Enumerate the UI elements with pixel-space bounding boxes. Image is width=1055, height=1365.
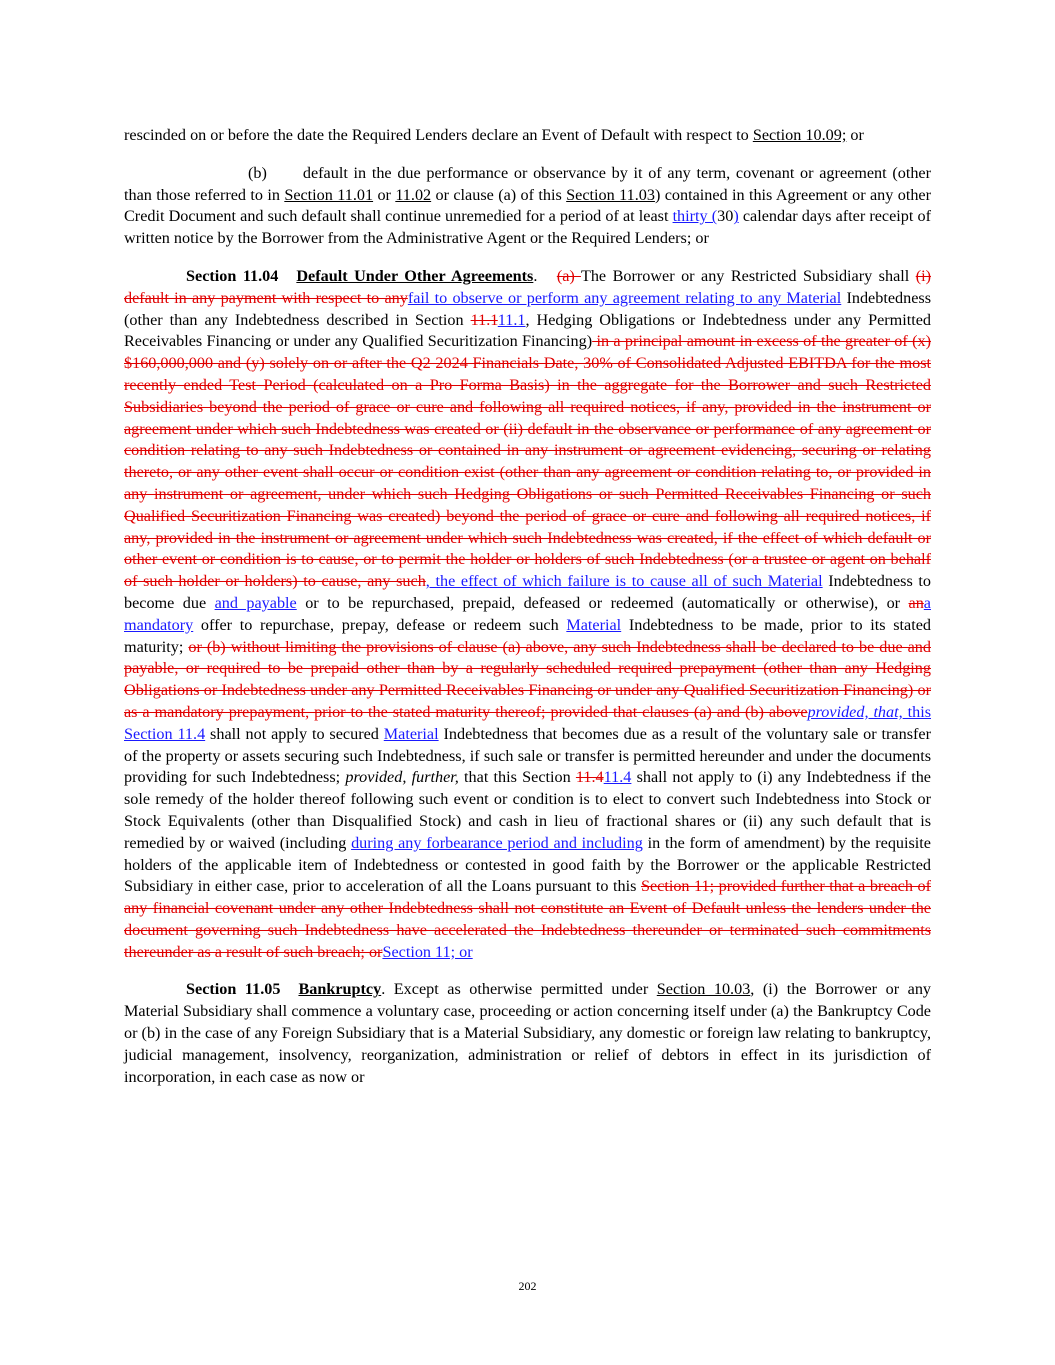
text: Except as otherwise permitted under [385, 980, 657, 999]
text: or clause (a) of this [431, 185, 567, 204]
deleted-text: (i) default in any payment with respect to any [124, 266, 931, 307]
text: 30 [717, 207, 734, 226]
inserted-text: 11.1 [497, 310, 526, 329]
deleted-text: that clauses (a) and (b) above [608, 702, 808, 721]
text: calendar days after receipt of written notice by the Borrower from the Administrative Agent or the Required Lenders; or [124, 207, 932, 248]
text: rescinded on or before the date the Required Lenders declare an Event of Default with respect to [124, 126, 753, 144]
inserted-text: Material [383, 724, 439, 743]
text: shall not apply to secured [205, 724, 384, 743]
inserted-text: Section 11; or [382, 942, 473, 961]
text: Indebtedness to be made, prior to its stated maturity; [124, 615, 931, 656]
text: The Borrower or any Restricted Subsidiary shall [580, 266, 916, 285]
deleted-text: 11.4 [575, 768, 604, 787]
text: Indebtedness (other than any Indebtedness described in Section [124, 288, 931, 329]
section-heading: Bankruptcy [298, 980, 382, 999]
inserted-text: fail to observe or perform any agreement relating to any Material [407, 288, 842, 307]
deleted-text: an [908, 593, 924, 612]
text: Indebtedness that becomes due as a result of the voluntary sale or transfer of the property or assets securing such Indebtedness, if such sale or transfer is permitted hereunder and under the documents providing for such Indebtedness; [124, 724, 931, 787]
page-number: 202 [518, 1279, 537, 1293]
inserted-text: Material [566, 615, 622, 634]
section-11-05 [124, 979, 931, 1088]
text: shall not apply to (i) any Indebtedness if the sole remedy of the holder thereof following such event or condition is to elect to convert such Indebtedness into Stock or Stock Equivalents (other than Disqualified Stock) and cash in lieu of fractional shares or (ii) any such default that is remedied by or waived (including [124, 768, 931, 852]
deleted-text: Section 11; provided further [640, 877, 825, 896]
deleted-text: (a) [556, 266, 581, 285]
section-number: Section 11.05 [186, 980, 281, 999]
inserted-text: ) [733, 207, 739, 226]
deleted-text: that a breach of any financial covenant under any other Indebtedness shall not constitute an Event of Default unless the lenders under the document governing such Indebtedness have accelerated the Indebtedness thereunder or terminated such commitments thereunder as a result of such breach; or [124, 877, 931, 961]
document-page [124, 125, 931, 1104]
section-reference: Section 11.03 [566, 185, 655, 204]
section-reference: Section 10.09; [752, 126, 847, 144]
inserted-text: during any forbearance period and including [351, 833, 643, 852]
paragraph-continuation [124, 125, 931, 147]
text: or to be repurchased, prepaid, defeased or redeemed (automatically or otherwise), or [296, 593, 909, 612]
text: ) contained in this Agreement or any other Credit Document and such default shall continue unremedied for a period of at least [124, 185, 931, 226]
text: , (i) the Borrower or any Material Subsidiary shall commence a voluntary case, proceeding or action concerning itself under (a) the Bankruptcy Code or (b) in the case of any Foreign Subsidiary that is a Material Subsidiary, any domestic or foreign law relating to bankruptcy, judicial management, insolvency, reorganization, administration or relief of debtors in effect in its jurisdiction of incorporation, in each case as now or [124, 980, 932, 1086]
text: offer to repurchase, prepay, defease or redeem such [193, 615, 567, 634]
text: . [533, 266, 538, 285]
text: , Hedging Obligations or Indebtedness under any Permitted Receivables Financing or under any Qualified Securitization Financing) [124, 310, 932, 351]
text: that this Section [458, 768, 576, 787]
clause-label: (b) [248, 163, 267, 182]
inserted-text: thirty ( [672, 207, 718, 226]
section-reference: 11.02 [395, 185, 432, 204]
deleted-text: or (b) without limiting the provisions of clause (a) above, any such Indebtedness shall be declared to be due and payable, or required to be prepaid other than by a regularly scheduled required prepayment (other than any Hedging Obligations or Indebtedness under any Permitted Receivables Financing or under any Qualified Securitization Financing) or as a mandatory prepayment, prior to the stated maturity thereof; [124, 637, 931, 721]
inserted-text: provided, that, [807, 702, 903, 721]
italic-text: provided, further, [345, 768, 459, 787]
section-reference: Section 10.03 [656, 980, 751, 999]
section-number: Section 11.04 [186, 266, 279, 285]
section-heading: Default Under Other Agreements [296, 266, 534, 285]
section-11-04 [124, 266, 931, 964]
inserted-text: a mandatory [124, 593, 931, 634]
deleted-text: 11.1 [470, 310, 498, 329]
deleted-text: provided [550, 702, 609, 721]
text: Indebtedness to become due [124, 572, 932, 612]
text: default in the due performance or observance by it of any term, covenant or agreement (other than those referred to in [124, 163, 931, 204]
inserted-text: , the effect of which failure is to cause all of such Material [425, 572, 823, 591]
text: . [381, 980, 386, 999]
text: or [846, 126, 864, 144]
paragraph-clause-b [124, 163, 931, 250]
text: in the form of amendment) by the requisite holders of the applicable item of Indebtedness or contested in good faith by the Borrower or the applicable Restricted Subsidiary in either case, prior to acceleration of all the Loans pursuant to this [124, 833, 931, 896]
section-reference: Section 11.01 [284, 185, 374, 204]
inserted-text: this Section 11.4 [124, 702, 931, 743]
inserted-text: and payable [214, 593, 297, 612]
deleted-text: in a principal amount in excess of the greater of (x) $160,000,000 and (y) solely on or after the Q2 2024 Financials Date, 30% of Consolidated Adjusted EBITDA for the most recently ended Test Period (calculated on a Pro Forma Basis) in the aggregate for the Borrower and such Restricted Subsidiaries beyond the period of grace or cure and following all required notices, if any, provided in the instrument or agreement under which such Indebtedness was created or (ii) default in the observance or performance of any agreement or condition relating to any such Indebtedness or contained in any instrument or agreement evidencing, securing or relating thereto, or any other event shall occur or condition exist (other than any agreement or condition relating to, or provided in any instrument or agreement, under which such Hedging Obligations or such Permitted Receivables Financing or such Qualified Securitization Financing was created) beyond the period of grace or cure and following all required notices, if any, provided in the instrument or agreement under which such Indebtedness was created, if the effect of which default or other event or condition is to cause, or to permit the holder or holders of such Indebtedness (or a trustee or agent on behalf of such holder or holders) to cause, any such [124, 332, 931, 591]
inserted-text: 11.4 [603, 768, 632, 787]
text: or [373, 185, 396, 204]
